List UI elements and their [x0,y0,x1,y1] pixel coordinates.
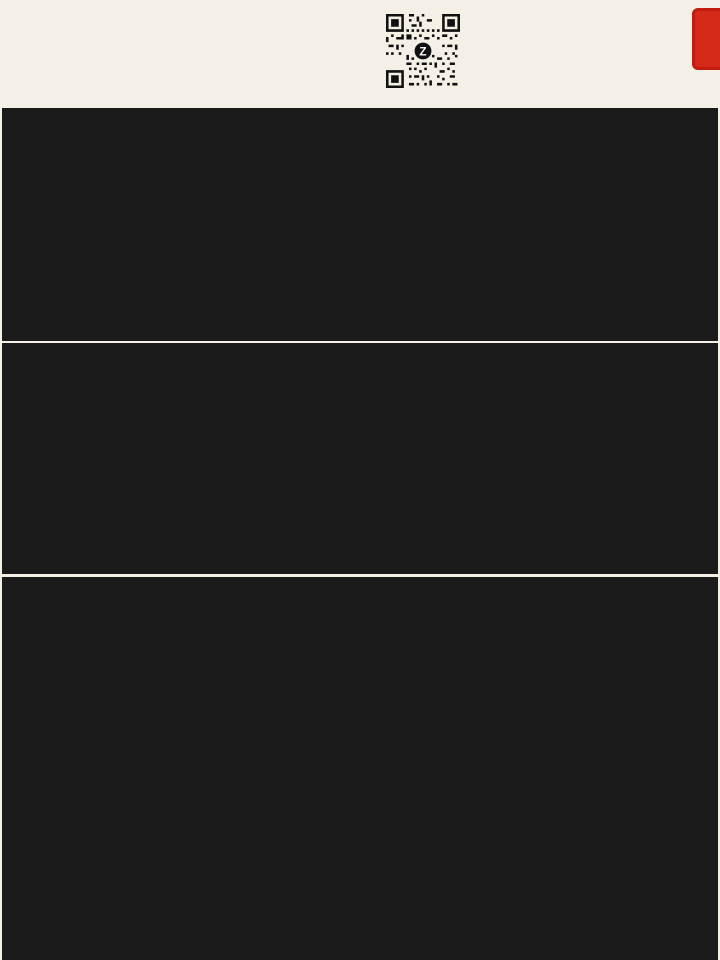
gender-line [8,30,720,51]
brand-logo [692,8,714,70]
report-header [0,0,720,108]
qr-code-icon [386,14,460,93]
subject-id-line [8,9,720,30]
annual-years-table [2,577,718,960]
red-seal-stamp-icon [692,8,720,70]
svg-text:Z: Z [419,45,427,59]
luck-periods-section [2,343,718,574]
four-pillars-section [2,108,718,341]
